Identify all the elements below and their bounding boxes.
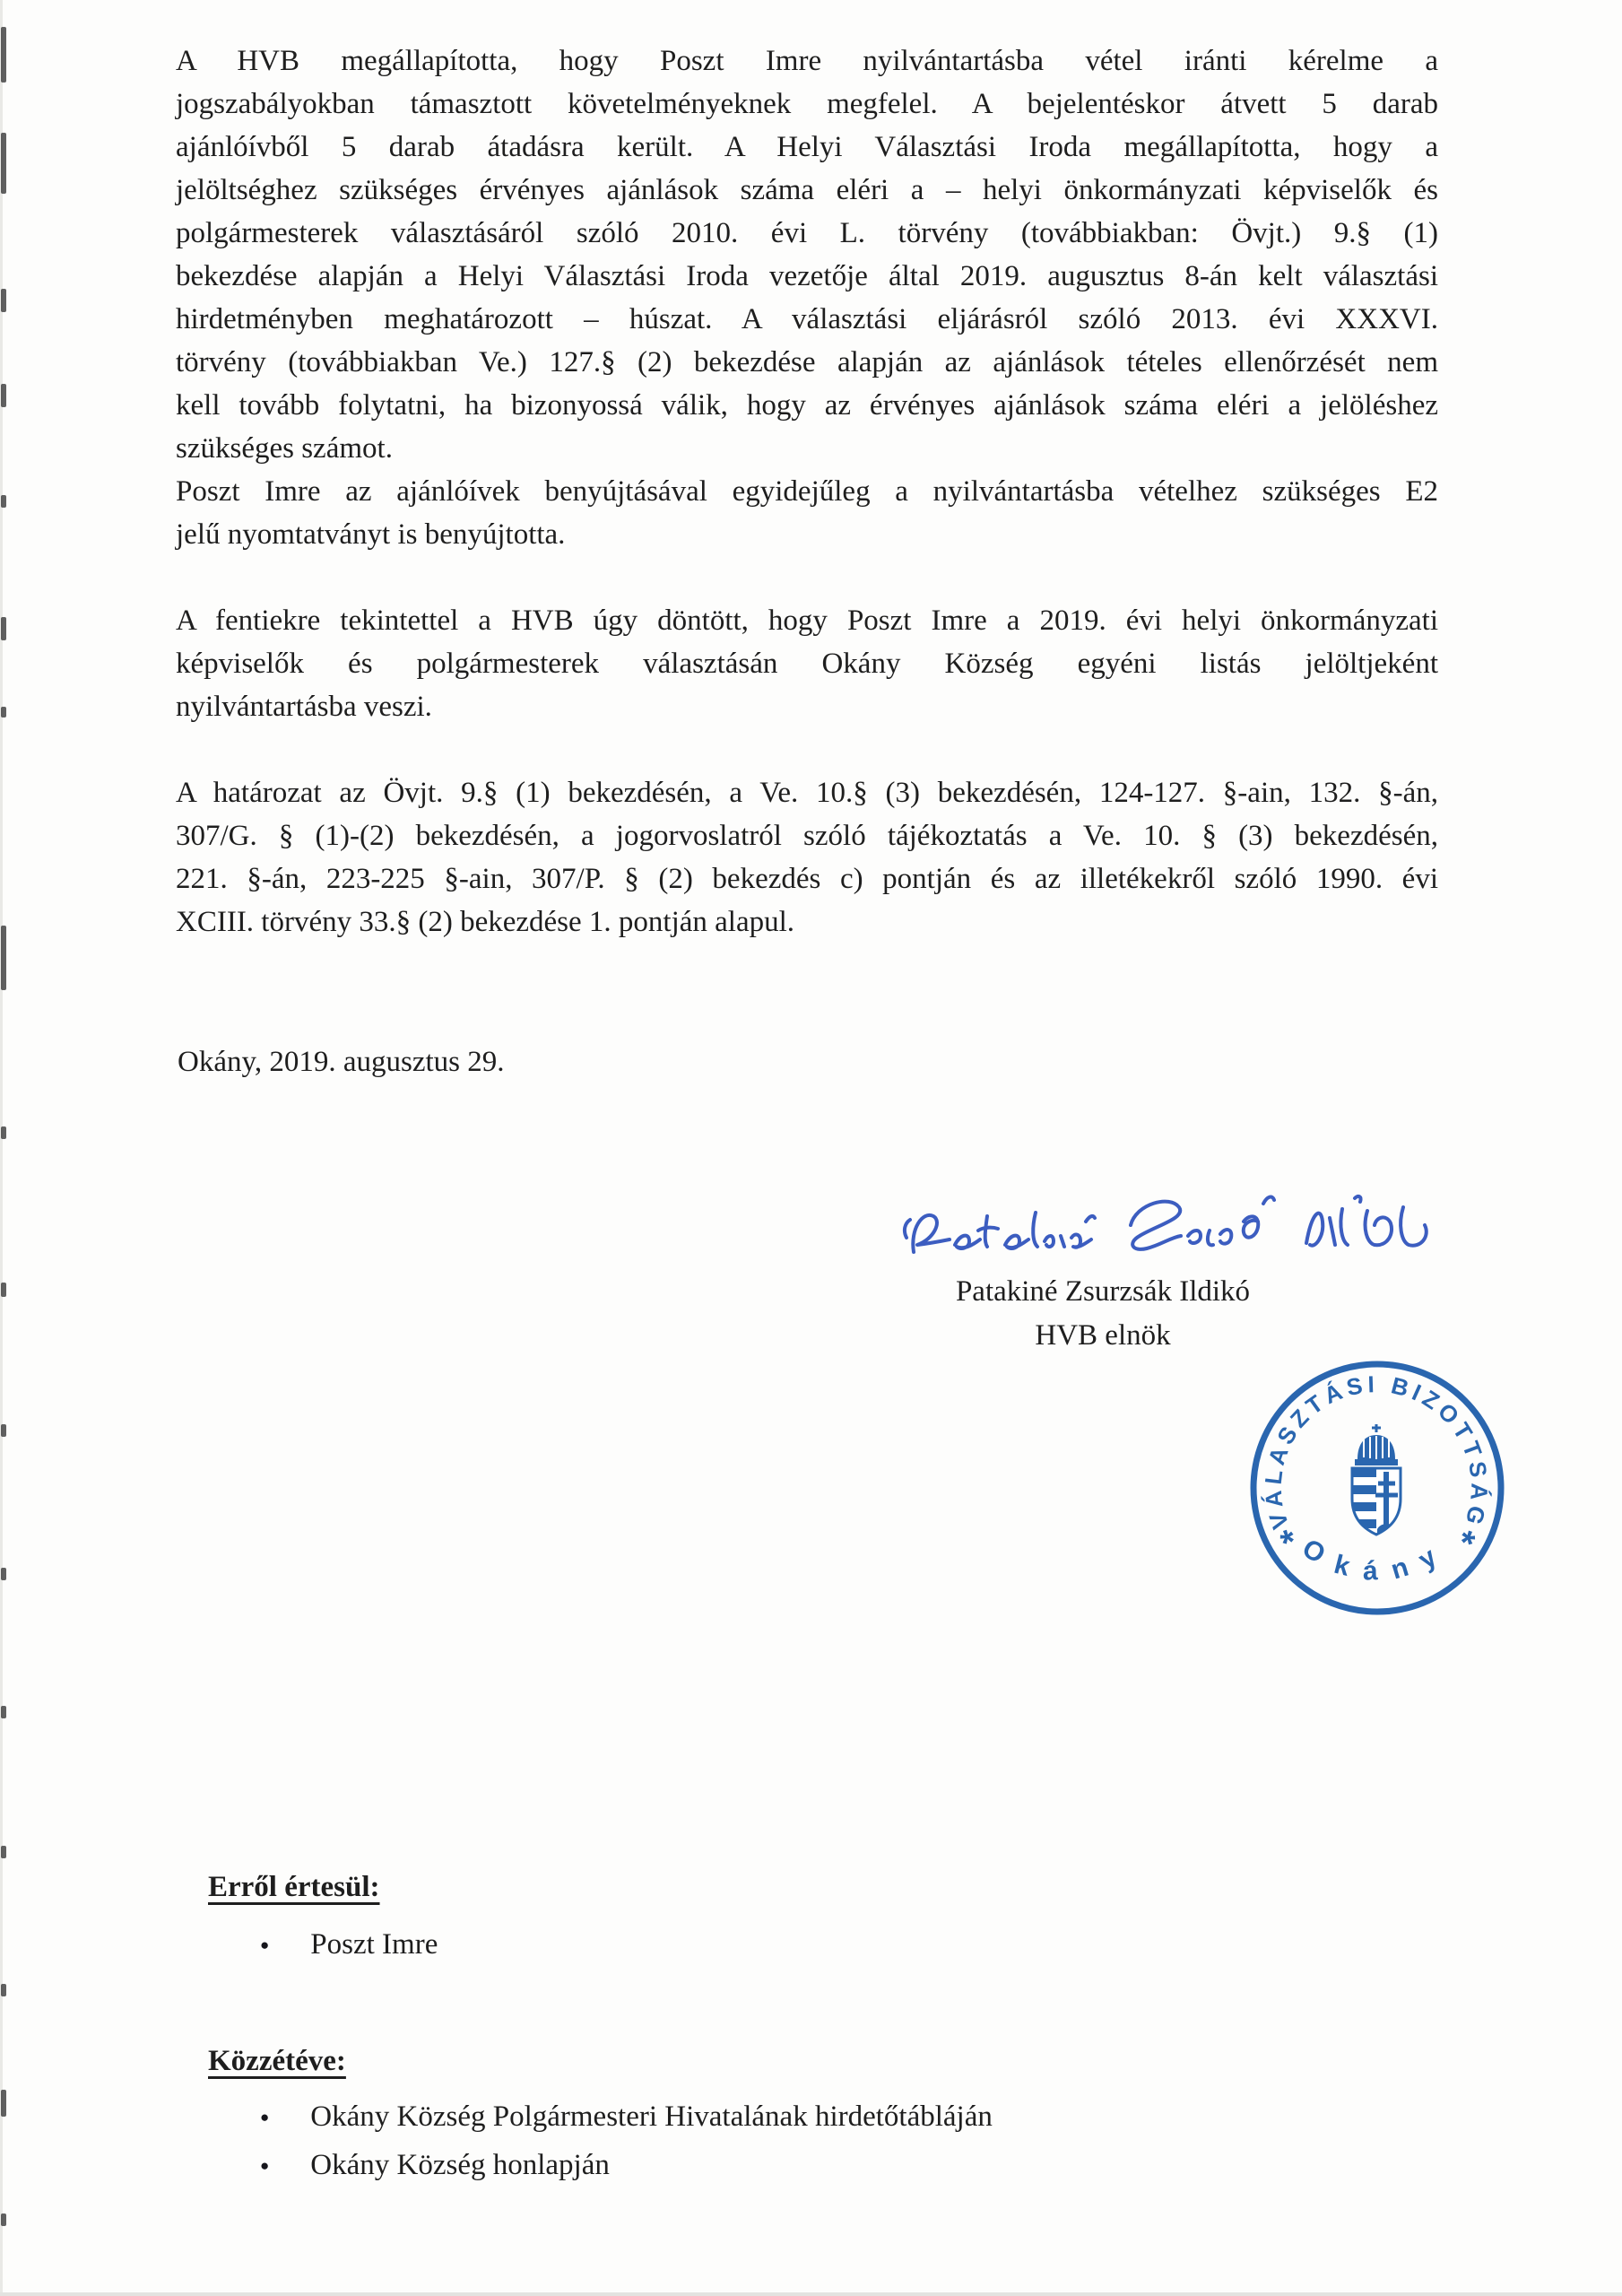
list-item <box>260 2149 1194 2185</box>
paragraph <box>176 39 1438 470</box>
paragraph <box>176 470 1438 556</box>
text-line: képviselők és polgármesterek választásán Okány Község egyéni listás jelöltjeként <box>176 648 1438 680</box>
stamp-star-right: * <box>1453 1522 1479 1565</box>
bullet-icon: ● <box>260 2109 270 2126</box>
text-line: kell tovább folytatni, ha bizonyossá válik, hogy az érvényes ajánlások száma eléri a jelöléshez <box>176 389 1438 422</box>
list-item <box>260 2100 1194 2136</box>
list-item-text: Okány Község Polgármesteri Hivatalának hirdetőtábláján <box>310 2100 993 2133</box>
text-line: 307/G. § (1)-(2) bekezdésén, a jogorvoslatról szóló tájékoztatás a Ve. 10. § (3) bekezdésén, <box>176 820 1438 852</box>
text-line: jogszabályokban támasztott követelményeknek megfelel. A bejelentéskor átvett 5 darab <box>176 88 1438 120</box>
text-line: A fentiekre tekintettel a HVB úgy döntött, hogy Poszt Imre a 2019. évi helyi önkormányzati <box>176 604 1438 637</box>
bullet-icon: ● <box>260 1936 270 1953</box>
stamp-star-left: * <box>1276 1521 1302 1564</box>
stamp-bottom-text: Okány <box>1297 1533 1456 1587</box>
signatory-title: HVB elnök <box>1035 1319 1171 1352</box>
signature-block <box>897 1270 1309 1358</box>
text-line: Poszt Imre az ajánlóívek benyújtásával egyidejűleg a nyilvántartásba vételhez szükséges E2 <box>176 475 1438 508</box>
coat-of-arms-icon <box>1352 1424 1401 1535</box>
text-line: jelöltséghez szükséges érvényes ajánlások száma eléri a – helyi önkormányzati képviselők és <box>176 174 1438 206</box>
publish-heading: Közzétéve: <box>208 2045 346 2077</box>
text-line: törvény (továbbiakban Ve.) 127.§ (2) bekezdése alapján az ajánlások tételes ellenőrzését nem <box>176 346 1438 378</box>
text-line: jelű nyomtatványt is benyújtotta. <box>176 518 566 551</box>
scan-edge-line <box>0 0 3 2296</box>
text-line: bekezdése alapján a Helyi Választási Iroda vezetője által 2019. augusztus 8-án kelt választási <box>176 260 1438 292</box>
document-body <box>176 39 1438 944</box>
signatory-name: Patakiné Zsurzsák Ildikó <box>955 1275 1251 1308</box>
paragraph <box>176 771 1438 944</box>
publish-list <box>208 2100 1194 2185</box>
text-line: 221. §-án, 223-225 §-ain, 307/P. § (2) bekezdés c) pontján és az illetékekről szóló 1990. évi <box>176 863 1438 895</box>
paragraph <box>176 599 1438 728</box>
list-item-text: Poszt Imre <box>310 1928 438 1961</box>
text-line: A határozat az Övjt. 9.§ (1) bekezdésén, a Ve. 10.§ (3) bekezdésén, 124-127. §-ain, 132. §-án, <box>176 777 1438 809</box>
signature-strokes <box>905 1196 1427 1252</box>
notify-list <box>208 1928 1194 1964</box>
date-line: Okány, 2019. augusztus 29. <box>178 1046 505 1078</box>
bullet-icon: ● <box>260 2157 270 2174</box>
list-item-text: Okány Község honlapján <box>310 2149 610 2181</box>
notify-section <box>208 1871 1194 2185</box>
text-line: ajánlóívből 5 darab átadásra került. A Helyi Választási Iroda megállapította, hogy a <box>176 131 1438 163</box>
scan-bottom-edge <box>0 2292 1622 2296</box>
notify-heading: Erről értesül: <box>208 1871 380 1903</box>
text-line: polgármesterek választásáról szóló 2010. évi L. törvény (továbbiakban: Övjt.) 9.§ (1) <box>176 217 1438 249</box>
official-stamp <box>1246 1357 1508 1619</box>
list-item <box>260 1928 1194 1964</box>
text-line: XCIII. törvény 33.§ (2) bekezdése 1. pontján alapul. <box>176 906 795 938</box>
stamp-top-text: VÁLASZTÁSI BIZOTTSÁG <box>1259 1370 1494 1533</box>
text-line: A HVB megállapította, hogy Poszt Imre nyilvántartásba vétel iránti kérelme a <box>176 45 1438 77</box>
text-line: hirdetményben meghatározott – húszat. A választási eljárásról szóló 2013. évi XXXVI. <box>176 303 1438 335</box>
text-line: szükséges számot. <box>176 432 393 465</box>
text-line: nyilvántartásba veszi. <box>176 691 432 723</box>
